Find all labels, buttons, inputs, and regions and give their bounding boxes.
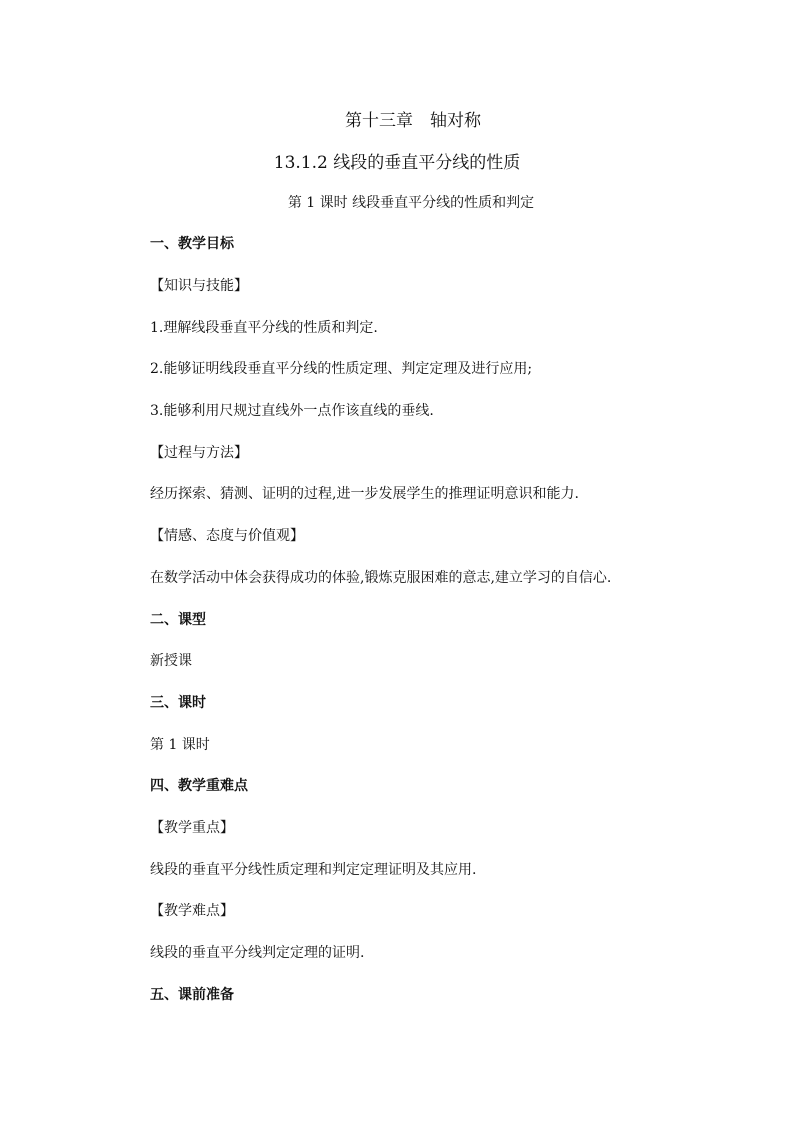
subheading-difficulty: 【教学难点】 — [150, 903, 234, 919]
lesson-period-text: 第 1 课时 — [150, 737, 210, 753]
subheading-knowledge-skills: 【知识与技能】 — [150, 278, 248, 294]
process-text: 经历探索、猜测、证明的过程,进一步发展学生的推理证明意识和能力. — [150, 486, 579, 502]
knowledge-item-3: 3.能够利用尺规过直线外一点作该直线的垂线. — [150, 403, 434, 419]
subheading-emotion-attitude-values: 【情感、态度与价值观】 — [150, 528, 304, 544]
heading-key-difficult-points: 四、教学重难点 — [150, 778, 248, 794]
heading-preparation: 五、课前准备 — [150, 987, 234, 1003]
emotion-text: 在数学活动中体会获得成功的体验,锻炼克服困难的意志,建立学习的自信心. — [150, 570, 612, 586]
lesson-type-text: 新授课 — [150, 653, 192, 669]
chapter-title: 第十三章 轴对称 — [345, 111, 481, 131]
subheading-key-point: 【教学重点】 — [150, 820, 234, 836]
section-title: 13.1.2 线段的垂直平分线的性质 — [273, 153, 521, 173]
heading-lesson-period: 三、课时 — [150, 695, 206, 711]
key-point-text: 线段的垂直平分线性质定理和判定定理证明及其应用. — [150, 862, 477, 878]
heading-lesson-type: 二、课型 — [150, 612, 206, 628]
knowledge-item-1: 1.理解线段垂直平分线的性质和判定. — [150, 320, 378, 336]
subheading-process-methods: 【过程与方法】 — [150, 445, 248, 461]
knowledge-item-2: 2.能够证明线段垂直平分线的性质定理、判定定理及进行应用; — [150, 361, 533, 377]
difficulty-text: 线段的垂直平分线判定定理的证明. — [150, 945, 365, 961]
lesson-title: 第 1 课时 线段垂直平分线的性质和判定 — [287, 195, 535, 211]
heading-teaching-objectives: 一、教学目标 — [150, 236, 234, 252]
